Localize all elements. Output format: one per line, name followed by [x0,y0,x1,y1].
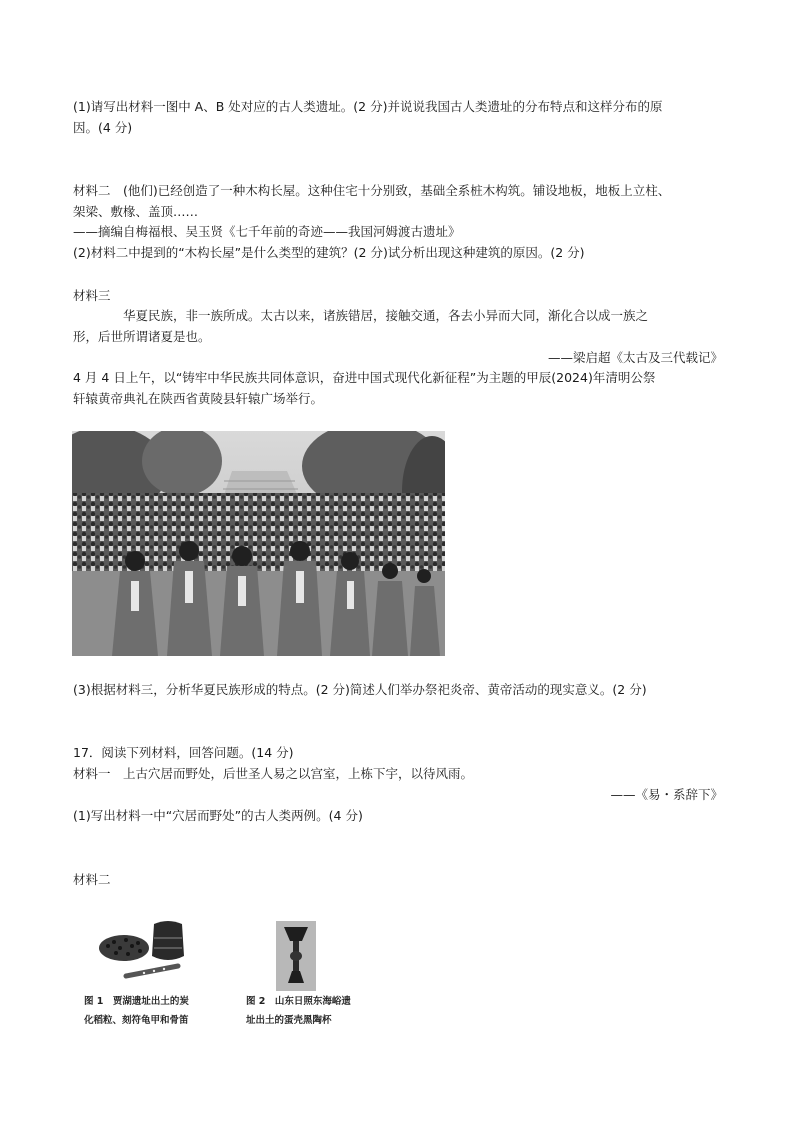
fig1-caption-line1: 图 1 贾湖遗址出土的炭 [84,996,189,1007]
q16-material3-source: ——梁启超《太古及三代载记》 [547,350,723,365]
q16-material2-source: ——摘编自梅福根、吴玉贤《七千年前的奇迹——我国河姆渡古遗址》 [73,224,461,239]
fig1-caption-line2: 化稻粒、刻符龟甲和骨笛 [84,1015,189,1026]
q17-material1-source: ——《易・系辞下》 [610,787,723,802]
q16-part1-line1: (1)请写出材料一图中 A、B 处对应的古人类遗址。(2 分)并说说我国古人类遗址的分布特点和这样分布的原 [73,99,663,114]
q17-material2-title: 材料二 [73,872,111,887]
q16-material3-title: 材料三 [73,288,111,303]
q16-part3: (3)根据材料三，分析华夏民族形成的特点。(2 分)简述人们举办祭祀炎帝、黄帝活动的现实意义。(2 分) [73,682,647,697]
q16-part2: (2)材料二中提到的“木构长屋”是什么类型的建筑？(2 分)试分析出现这种建筑的原因。(2 分) [73,245,585,260]
q16-material2-line2: 架梁、敷椽、盖顶…… [73,204,199,219]
q16-news-line2: 轩辕黄帝典礼在陕西省黄陵县轩辕广场举行。 [73,391,324,406]
q17-part1: (1)写出材料一中“穴居而野处”的古人类两例。(4 分) [73,808,363,823]
fig1-artifacts-image [96,918,206,990]
q16-material2-line1: 材料二 (他们)已经创造了一种木构长屋。这种住宅十分别致，基础全系桩木构筑。铺设地板，地板上立柱、 [73,183,671,198]
q16-material3-line1: 华夏民族，非一族所成。太古以来，诸族错居，接触交通，各去小异而大同，渐化合以成一族之 [123,308,649,323]
q16-part1-line2: 因。(4 分) [73,120,133,135]
fig2-caption-line2: 址出土的蛋壳黑陶杯 [246,1015,332,1026]
fig2-pottery-cup-image [276,921,316,991]
q17-material1: 材料一 上古穴居而野处，后世圣人易之以宫室，上栋下宇，以待风雨。 [73,766,474,781]
q16-material3-line2: 形，后世所谓诸夏是也。 [73,329,211,344]
q16-news-line1: 4 月 4 日上午，以“铸牢中华民族共同体意识，奋进中国式现代化新征程”为主题的甲辰(2024)年清明公祭 [73,370,656,385]
q17-heading: 17．阅读下列材料，回答问题。(14 分) [73,745,294,760]
ceremony-photo [72,431,445,656]
fig2-caption-line1: 图 2 山东日照东海峪遗 [246,996,351,1007]
